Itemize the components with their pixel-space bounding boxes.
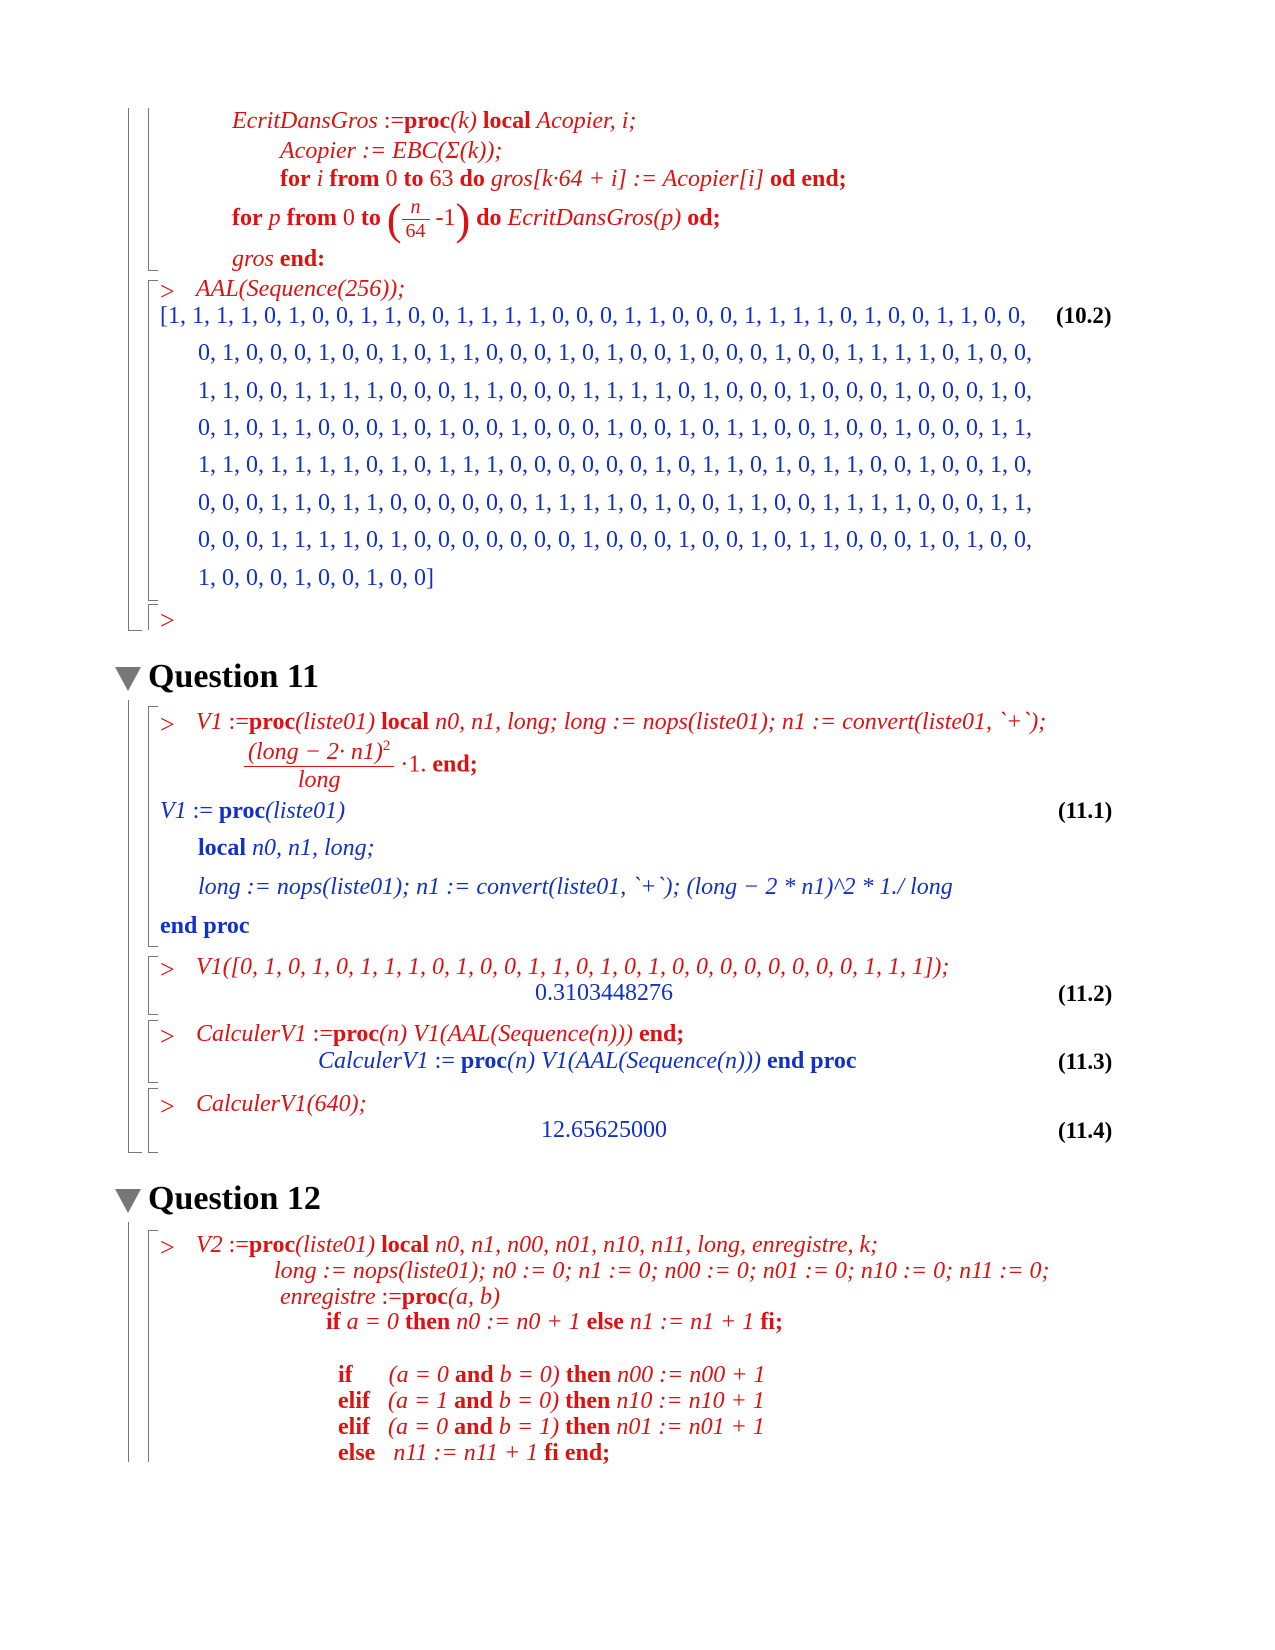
input-v2-line-4[interactable]: if a = 0 then n0 := n0 + 1 else n1 := n1 + 1 fi; — [326, 1309, 783, 1335]
input-v2-line-1[interactable]: V2 :=proc(liste01) local n0, n1, n00, n01, n10, n11, long, enregistre, k; — [196, 1232, 879, 1258]
group-bracket-v1-foot — [148, 946, 158, 947]
group-bracket-v1-call-head — [148, 956, 158, 957]
group-bracket-calculer-head — [148, 1020, 158, 1021]
output-v1-value: 0.3103448276 — [535, 980, 673, 1006]
code-line-for-i: for i from 0 to 63 do gros[k·64 + i] := Acopier[i] od end; — [280, 166, 847, 192]
input-prompt[interactable]: > — [160, 1022, 175, 1051]
equation-label-11-3: (11.3) — [1058, 1049, 1113, 1074]
input-v2-line-8[interactable]: else n11 := n11 + 1 fi end; — [338, 1440, 611, 1466]
output-line-5: 1, 1, 0, 1, 1, 1, 1, 0, 1, 0, 1, 1, 1, 0, 0, 0, 0, 0, 0, 1, 0, 1, 1, 0, 1, 0, 1, 1, 0, 0, 1, 0, 0, 1, 0, — [198, 452, 1032, 478]
input-prompt[interactable]: > — [160, 277, 175, 306]
group-bracket-calculer-call-head — [148, 1088, 158, 1089]
equation-label-11-1: (11.1) — [1058, 798, 1113, 823]
group-bracket-calculer-foot — [148, 1082, 158, 1083]
output-calculer-v1-proc: CalculerV1 := proc(n) V1(AAL(Sequence(n))) end proc — [318, 1048, 857, 1074]
equation-label-11-2: (11.2) — [1058, 981, 1113, 1006]
output-calculer-v1-value: 12.65625000 — [541, 1117, 667, 1143]
output-line-1: [1, 1, 1, 1, 0, 1, 0, 0, 1, 1, 0, 0, 1, 1, 1, 1, 0, 0, 0, 1, 1, 0, 0, 0, 1, 1, 1, 1, 0, 1, 0, 0, 1, 1, 0, 0, — [160, 303, 1026, 329]
group-bracket-calculer-call-foot — [148, 1152, 158, 1153]
group-bracket-calculer-call — [148, 1088, 149, 1152]
input-v2-line-2[interactable]: long := nops(liste01); n0 := 0; n1 := 0; n00 := 0; n01 := 0; n10 := 0; n11 := 0; — [274, 1258, 1050, 1284]
section-heading-question-12: Question 12 — [148, 1180, 321, 1217]
group-bracket-proc — [148, 108, 149, 270]
input-prompt[interactable]: > — [160, 1092, 175, 1121]
section-bracket-outer — [128, 108, 129, 630]
code-line-for-p: for p from 0 to ( $\frac{n}{64}$ -1) do EcritDansGros(p) od; — [232, 195, 721, 244]
input-prompt[interactable]: > — [160, 710, 175, 739]
collapse-triangle-q12-icon[interactable] — [115, 1189, 141, 1213]
input-v2-line-5[interactable]: if (a = 0 and b = 0) then n00 := n00 + 1 — [338, 1362, 766, 1388]
code-line-ecrit-dans-gros: EcritDansGros :=proc(k) local Acopier, i; — [232, 108, 637, 134]
output-line-4: 0, 1, 0, 1, 1, 0, 0, 0, 1, 0, 1, 0, 0, 1, 0, 0, 0, 1, 0, 0, 1, 0, 1, 1, 0, 0, 1, 0, 0, 1, 0, 0, 0, 1, 1, — [198, 415, 1032, 441]
group-bracket-v1-call-foot — [148, 1014, 158, 1015]
output-v1-local: local n0, n1, long; — [198, 835, 375, 861]
group-bracket-v2 — [148, 1230, 149, 1462]
group-bracket-proc-foot — [148, 270, 158, 271]
group-bracket-aal-head — [148, 280, 158, 281]
input-v2-line-7[interactable]: elif (a = 0 and b = 1) then n01 := n01 + 1 — [338, 1414, 765, 1440]
group-bracket-aal-foot — [148, 600, 158, 601]
code-line-acopier: Acopier := EBC(Σ(k)); — [280, 138, 503, 164]
input-v2-line-6[interactable]: elif (a = 1 and b = 0) then n10 := n10 + 1 — [338, 1388, 765, 1414]
empty-prompt[interactable]: > — [160, 606, 175, 635]
input-prompt[interactable]: > — [160, 1233, 175, 1262]
group-bracket-empty — [148, 604, 149, 630]
input-v1-proc[interactable]: V1 :=proc(liste01) local n0, n1, long; long := nops(liste01); n1 := convert(liste01, `+`); — [196, 709, 1047, 735]
output-line-8: 1, 0, 0, 0, 1, 0, 0, 1, 0, 0] — [198, 565, 434, 591]
output-line-3: 1, 1, 0, 0, 1, 1, 1, 1, 0, 0, 0, 1, 1, 0, 0, 0, 1, 1, 1, 1, 0, 1, 0, 0, 0, 1, 0, 0, 0, 1, 0, 0, 0, 1, 0, — [198, 378, 1032, 404]
group-bracket-aal — [148, 280, 149, 600]
code-line-gros-end: gros end: — [232, 246, 326, 272]
input-calculer-v1-call[interactable]: CalculerV1(640); — [196, 1091, 367, 1117]
group-bracket-v2-head — [148, 1230, 158, 1231]
group-bracket-v1-head — [148, 706, 158, 707]
group-bracket-empty-head — [148, 604, 158, 605]
input-calculer-v1-proc[interactable]: CalculerV1 :=proc(n) V1(AAL(Sequence(n))) end; — [196, 1021, 685, 1047]
output-v1-header: V1 := proc(liste01) — [160, 798, 346, 824]
output-v1-end: end proc — [160, 913, 250, 939]
input-v2-line-3[interactable]: enregistre :=proc(a, b) — [280, 1284, 500, 1310]
section-bracket-q11 — [128, 700, 129, 1152]
input-aal-sequence[interactable]: AAL(Sequence(256)); — [196, 276, 406, 302]
output-v1-body: long := nops(liste01); n1 := convert(liste01, `+`); (long − 2 * n1)^2 * 1./ long — [198, 874, 953, 900]
output-line-7: 0, 0, 0, 1, 1, 1, 1, 0, 1, 0, 0, 0, 0, 0, 0, 0, 1, 0, 0, 0, 1, 0, 0, 1, 0, 1, 1, 0, 0, 0, 1, 0, 1, 0, 0, — [198, 527, 1032, 553]
section-bracket-q12 — [128, 1222, 129, 1462]
section-bracket-q11-foot — [128, 1152, 142, 1153]
equation-label-10-2: (10.2) — [1056, 303, 1112, 328]
group-bracket-calculer — [148, 1020, 149, 1082]
input-prompt[interactable]: > — [160, 955, 175, 984]
equation-label-11-4: (11.4) — [1058, 1118, 1113, 1143]
output-line-2: 0, 1, 0, 0, 0, 1, 0, 0, 1, 0, 1, 1, 0, 0, 0, 1, 0, 1, 0, 0, 1, 0, 0, 0, 1, 0, 0, 1, 1, 1, 1, 0, 1, 0, 0, — [198, 340, 1032, 366]
output-line-6: 0, 0, 0, 1, 1, 0, 1, 1, 0, 0, 0, 0, 0, 0, 1, 1, 1, 1, 0, 1, 0, 0, 1, 1, 0, 0, 1, 1, 1, 1, 0, 0, 0, 1, 1, — [198, 490, 1032, 516]
group-bracket-v1-call — [148, 956, 149, 1014]
input-v1-fraction[interactable]: $\frac{(long - 2\cdot n1)^2}{\text{long}}$ ·1. end; — [244, 738, 478, 794]
section-heading-question-11: Question 11 — [148, 658, 319, 695]
group-bracket-v1 — [148, 706, 149, 946]
collapse-triangle-q11-icon[interactable] — [115, 667, 141, 691]
input-v1-call[interactable]: V1([0, 1, 0, 1, 0, 1, 1, 1, 0, 1, 0, 0, 1, 1, 0, 1, 0, 1, 0, 0, 0, 0, 0, 0, 0, 0, 1, 1, 1]); — [196, 954, 950, 980]
section-bracket-outer-foot — [128, 630, 142, 631]
